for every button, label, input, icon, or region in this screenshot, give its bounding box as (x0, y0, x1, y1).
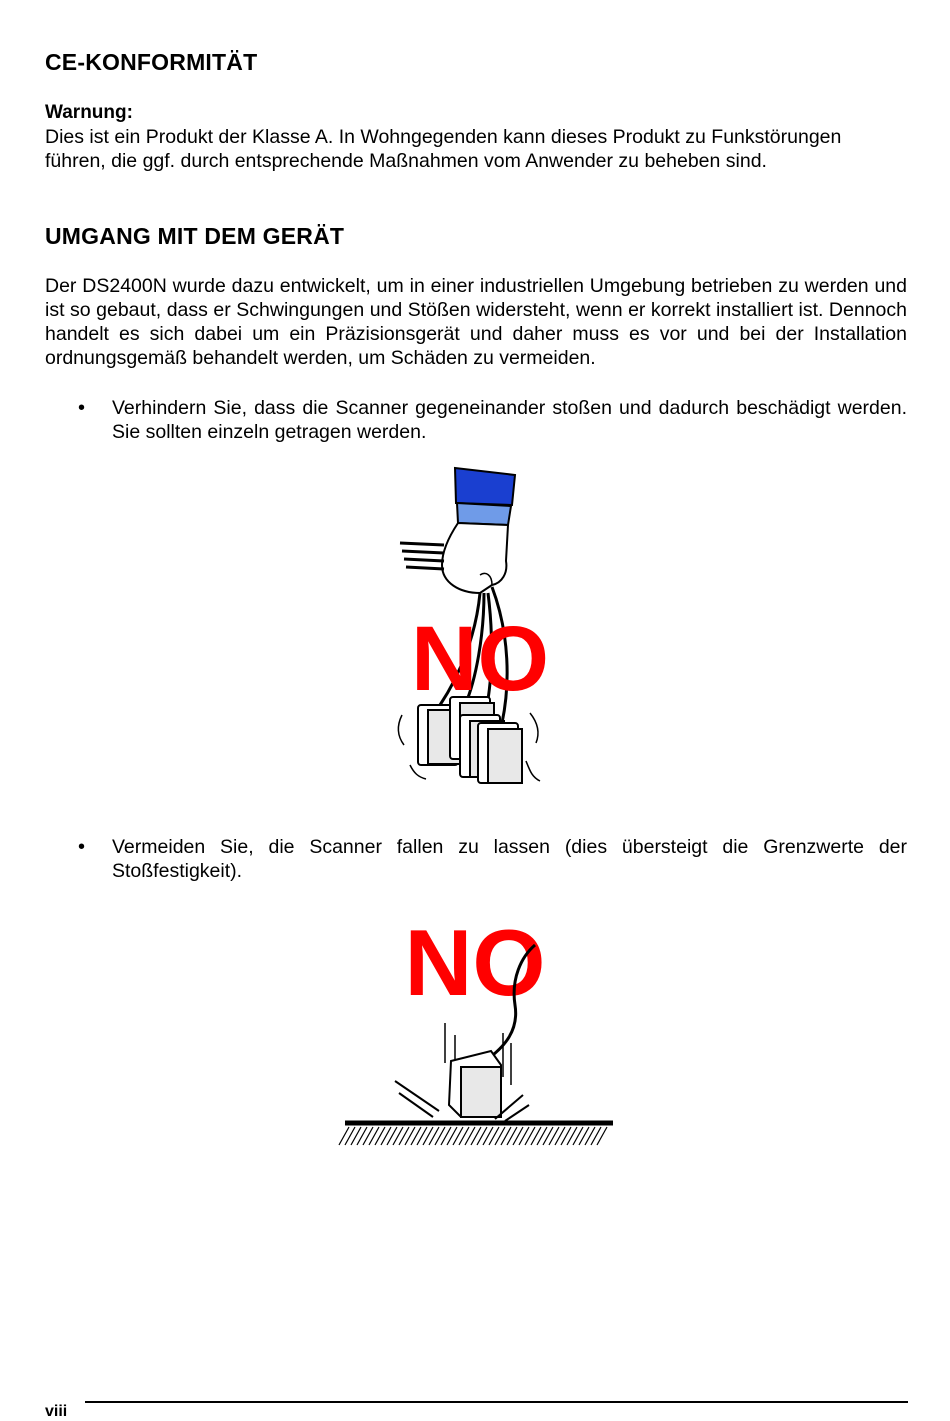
ground-hatch-line (417, 1127, 427, 1145)
ground-hatch-line (447, 1127, 457, 1145)
ground-hatch-line (369, 1127, 379, 1145)
warning-label: Warnung: (45, 102, 133, 123)
ground-hatch-line (507, 1127, 517, 1145)
ground-hatch-line (345, 1127, 355, 1145)
ground-hatch-line (375, 1127, 385, 1145)
ground-hatch-line (465, 1127, 475, 1145)
carrying-scanners-illustration (380, 465, 580, 795)
dropping-scanner-illustration (335, 895, 625, 1155)
ground-hatch-line (555, 1127, 565, 1145)
ground-hatch-line (453, 1127, 463, 1145)
ground-hatch-line (591, 1127, 601, 1145)
ground-hatch-line (381, 1127, 391, 1145)
ground-hatch-line (513, 1127, 523, 1145)
page-number: viii (45, 1403, 68, 1420)
ground-hatch-line (393, 1127, 403, 1145)
ground-hatch-line (501, 1127, 511, 1145)
ground-hatch-line (459, 1127, 469, 1145)
ground-hatch-line (471, 1127, 481, 1145)
ground-hatch-line (549, 1127, 559, 1145)
ground-hatch-line (525, 1127, 535, 1145)
bullet-symbol: • (78, 397, 86, 419)
warning-text: Dies ist ein Produkt der Klasse A. In Wohngegenden kann dieses Produkt zu Funkstörungen führen, die ggf. durch entsprechende Maßnahmen vom Anwender zu beheben sind. (45, 126, 842, 172)
handling-heading: UMGANG MIT DEM GERÄT (45, 223, 345, 249)
ground-hatch-line (411, 1127, 421, 1145)
footer-rule (85, 1401, 908, 1403)
no-label: NO (411, 608, 549, 710)
bullet-symbol: • (78, 836, 86, 858)
ground-hatch-line (537, 1127, 547, 1145)
ground-hatch-line (429, 1127, 439, 1145)
ground-hatch-line (483, 1127, 493, 1145)
ground-hatch-line (561, 1127, 571, 1145)
ground-hatch-line (435, 1127, 445, 1145)
ground-hatch-line (579, 1127, 589, 1145)
ground-hatch-line (489, 1127, 499, 1145)
ground-hatch-line (441, 1127, 451, 1145)
ground-hatch-line (423, 1127, 433, 1145)
ground-hatch-line (363, 1127, 373, 1145)
ground-hatch-line (573, 1127, 583, 1145)
ground-hatch-line (399, 1127, 409, 1145)
ground-hatch-line (351, 1127, 361, 1145)
no-label: NO (404, 910, 546, 1015)
handling-intro: Der DS2400N wurde dazu entwickelt, um in einer industriellen Umgebung betrieben zu werden und ist so gebaut, dass er Schwingungen und Stößen widersteht, wenn er korrekt installiert ist. Dennoch handelt es sich dabei um ein Präzisionsgerät und daher muss es vor und bei der Installation ordnungsgemäß behandelt werden, um Schäden zu vermeiden. (45, 275, 907, 369)
ground-hatch-line (387, 1127, 397, 1145)
ground-hatch-line (339, 1127, 349, 1145)
ground-hatch-line (405, 1127, 415, 1145)
ground-hatch-line (543, 1127, 553, 1145)
ground-hatch-line (519, 1127, 529, 1145)
bullet-text-carry: Verhindern Sie, dass die Scanner gegeneinander stoßen und dadurch beschädigt werden. Sie sollten einzeln getragen werden. (112, 397, 907, 443)
ground-hatch-line (357, 1127, 367, 1145)
ground-hatch-line (585, 1127, 595, 1145)
bullet-text-drop: Vermeiden Sie, die Scanner fallen zu lassen (dies übersteigt die Grenzwerte der Stoßfestigkeit). (112, 836, 907, 882)
ce-heading: CE-KONFORMITÄT (45, 49, 258, 75)
ground-hatch-line (567, 1127, 577, 1145)
ground-hatch-line (531, 1127, 541, 1145)
ground-hatch-line (477, 1127, 487, 1145)
ground-hatch-line (597, 1127, 607, 1145)
ground-hatch-line (495, 1127, 505, 1145)
